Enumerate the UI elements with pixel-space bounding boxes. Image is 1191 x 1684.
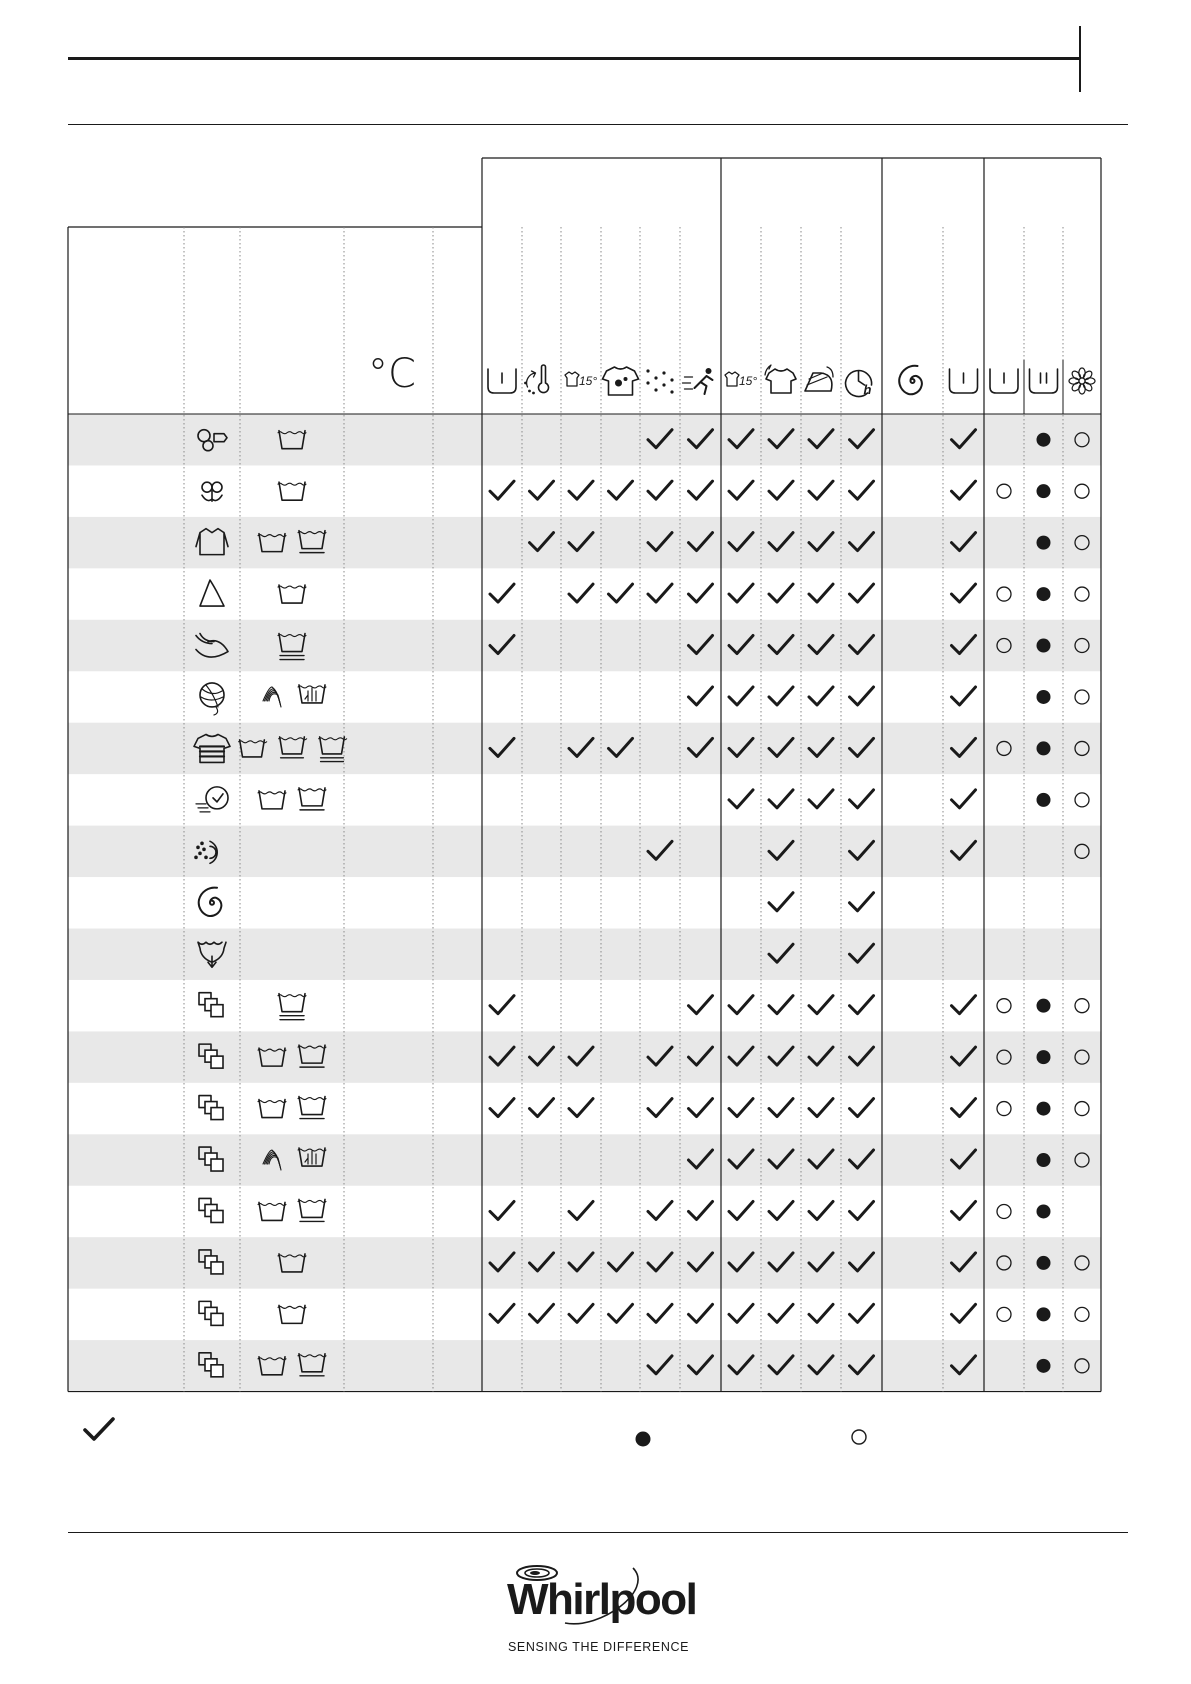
check-mark-icon [769,1201,793,1219]
empty-circle-icon [997,1307,1011,1321]
tub-single-icon [950,369,978,393]
check-mark-icon [648,1099,672,1117]
check-mark-icon [689,1099,713,1117]
temperature-unit-label: °C [368,351,416,397]
check-mark-icon [769,996,793,1014]
check-mark-icon [729,790,753,808]
custom-program-icon [199,993,223,1017]
wool-yarn-icon [200,683,224,715]
check-mark-icon [850,996,874,1014]
check-mark-icon [769,893,793,911]
filled-circle-icon [1037,1050,1051,1064]
check-mark-icon [648,1201,672,1219]
check-mark-icon [648,1304,672,1322]
check-mark-icon [530,1099,554,1117]
care-label-tub-plain-icon [258,1100,286,1118]
table-row [202,481,1089,501]
check-mark-icon [952,1099,976,1117]
empty-circle-icon [1075,793,1089,807]
check-mark-icon [850,1201,874,1219]
filled-circle-icon [1037,587,1051,601]
check-mark-icon [729,996,753,1014]
check-mark-icon [689,1304,713,1322]
check-mark-icon [809,1201,833,1219]
spin-only-icon [199,888,222,916]
empty-circle-icon [1075,484,1089,498]
custom-program-icon [199,1096,223,1120]
table-row [199,993,1089,1020]
check-mark-icon [850,481,874,499]
check-mark-icon [729,687,753,705]
check-mark-icon [689,687,713,705]
check-mark-icon [809,584,833,602]
check-mark-icon [490,1201,514,1219]
care-labels [258,1199,326,1221]
check-mark-icon [769,1304,793,1322]
filled-circle-icon [1037,1256,1051,1270]
check-mark-icon [490,584,514,602]
check-mark-icon [648,584,672,602]
care-label-woolmark-icon [263,687,281,707]
care-label-tub-plain-icon [278,1305,306,1323]
empty-circle-icon [1075,1307,1089,1321]
quick-run-icon [683,368,713,394]
check-mark-icon [569,481,593,499]
check-mark-icon [809,1304,833,1322]
check-mark-icon [729,481,753,499]
check-mark-icon [729,1304,753,1322]
delay-timer-icon [846,371,872,397]
check-mark-icon [769,481,793,499]
care-labels [258,1097,326,1119]
check-mark-icon [530,1304,554,1322]
check-mark-icon [809,996,833,1014]
legend-check [82,1416,116,1449]
check-mark-icon [809,1099,833,1117]
check-mark-icon [809,687,833,705]
check-mark-icon [809,790,833,808]
svg-text:Whirlpool: Whirlpool [507,1575,695,1624]
check-mark-icon [569,1201,593,1219]
care-labels [278,482,306,500]
check-mark-icon [952,687,976,705]
check-mark-icon [850,790,874,808]
filled-circle-icon [1037,999,1051,1013]
filled-circle-icon [1037,1359,1051,1373]
care-labels [278,585,306,603]
row-stripe [68,826,1101,877]
table-row [199,1301,1089,1325]
empty-circle-icon [1075,690,1089,704]
check-mark-icon [850,893,874,911]
check-mark-icon [952,1201,976,1219]
empty-circle-icon [997,999,1011,1013]
check-mark-icon [569,1304,593,1322]
check-mark-icon [609,1304,633,1322]
check-mark-icon [952,790,976,808]
care-labels [263,685,326,707]
stain-shirt-icon [603,367,639,395]
legend-empty-circle [850,1428,868,1451]
care-label-tub-two-lines-icon [278,994,306,1020]
check-mark-icon [769,584,793,602]
rapid-timer-icon [196,787,228,812]
table-row [200,683,1089,715]
check-mark-icon [609,584,633,602]
check-mark-icon [490,996,514,1014]
empty-circle-icon [850,1428,868,1446]
check-mark-icon [952,1304,976,1322]
fresh-15-icon [725,372,757,388]
check-mark-icon [769,790,793,808]
whites-bag-icon [200,580,224,606]
footer-rule [68,1532,1128,1533]
table-row [200,580,1089,606]
check-mark-icon [490,1304,514,1322]
hot-rinse-thermo-icon [524,365,548,394]
check-mark-icon [769,1099,793,1117]
filled-circle-icon [1037,741,1051,755]
shirt-15-icon [565,372,597,388]
filled-circle-icon [1037,1307,1051,1321]
check-mark-icon [609,481,633,499]
filled-circle-icon [1037,639,1051,653]
row-stripe [68,414,1101,465]
filled-circle-icon [1037,1204,1051,1218]
empty-circle-icon [1075,1102,1089,1116]
care-label-tub-one-line-icon [298,788,326,810]
check-mark-icon [850,1099,874,1117]
check-mark-icon [689,584,713,602]
spin-icon [899,366,922,394]
prewash-tub-icon [488,369,516,393]
care-label-tub-one-line-icon [298,1199,326,1221]
check-mark-icon [689,481,713,499]
care-label-tub-hand-icon [298,685,326,703]
check-mark-icon [729,1099,753,1117]
empty-circle-icon [1075,999,1089,1013]
svg-text:15°: 15° [579,374,598,388]
empty-circle-icon [997,1204,1011,1218]
filled-circle-icon [1037,1102,1051,1116]
steam-dots-icon [646,369,673,393]
check-mark-icon [490,1099,514,1117]
tub-two-lines-icon [1030,369,1058,393]
check-mark-icon [689,996,713,1014]
check-mark-icon [82,1416,116,1444]
check-mark-icon [569,1099,593,1117]
check-mark-icon [850,687,874,705]
filled-circle-icon [1037,1153,1051,1167]
table-row [199,1096,1089,1120]
filled-circle-icon [634,1430,652,1448]
check-mark-icon [769,687,793,705]
care-labels [278,1305,306,1323]
svg-text:h: h [863,382,872,397]
check-mark-icon [648,481,672,499]
check-mark-icon [809,481,833,499]
empty-circle-icon [997,484,1011,498]
check-mark-icon [952,584,976,602]
care-label-tub-plain-icon [278,482,306,500]
softener-flower-icon [1069,368,1095,394]
check-mark-icon [729,584,753,602]
filled-circle-icon [1037,690,1051,704]
column-header-icons [488,365,1095,397]
table-row [199,1198,1051,1222]
empty-circle-icon [997,1102,1011,1116]
check-mark-icon [729,1201,753,1219]
tub-one-line-icon [990,369,1018,393]
empty-circle-icon [1075,587,1089,601]
check-mark-icon [490,481,514,499]
whirlpool-logo-icon [505,1560,695,1640]
cotton-flower-icon [202,482,222,501]
svg-text:15°: 15° [739,374,758,388]
care-label-tub-plain-icon [258,1202,286,1220]
brand-tagline: SENSING THE DIFFERENCE [508,1640,690,1654]
legend-filled-circle [634,1430,652,1453]
care-label-tub-plain-icon [258,791,286,809]
rinse-shirt-icon [765,365,796,393]
care-labels [258,788,326,810]
custom-program-icon [199,1198,223,1222]
table-row [196,787,1089,812]
check-mark-icon [952,996,976,1014]
check-mark-icon [530,481,554,499]
empty-circle-icon [997,587,1011,601]
filled-circle-icon [1037,536,1051,550]
care-label-tub-one-line-icon [298,1097,326,1119]
custom-program-icon [199,1301,223,1325]
filled-circle-icon [1037,793,1051,807]
filled-circle-icon [1037,433,1051,447]
check-mark-icon [952,481,976,499]
check-mark-icon [850,584,874,602]
care-labels [278,994,306,1020]
check-mark-icon [850,1304,874,1322]
check-mark-icon [689,1201,713,1219]
filled-circle-icon [1037,484,1051,498]
table-row [199,888,874,916]
check-mark-icon [569,584,593,602]
care-label-tub-plain-icon [278,585,306,603]
easy-iron-icon [805,367,833,391]
